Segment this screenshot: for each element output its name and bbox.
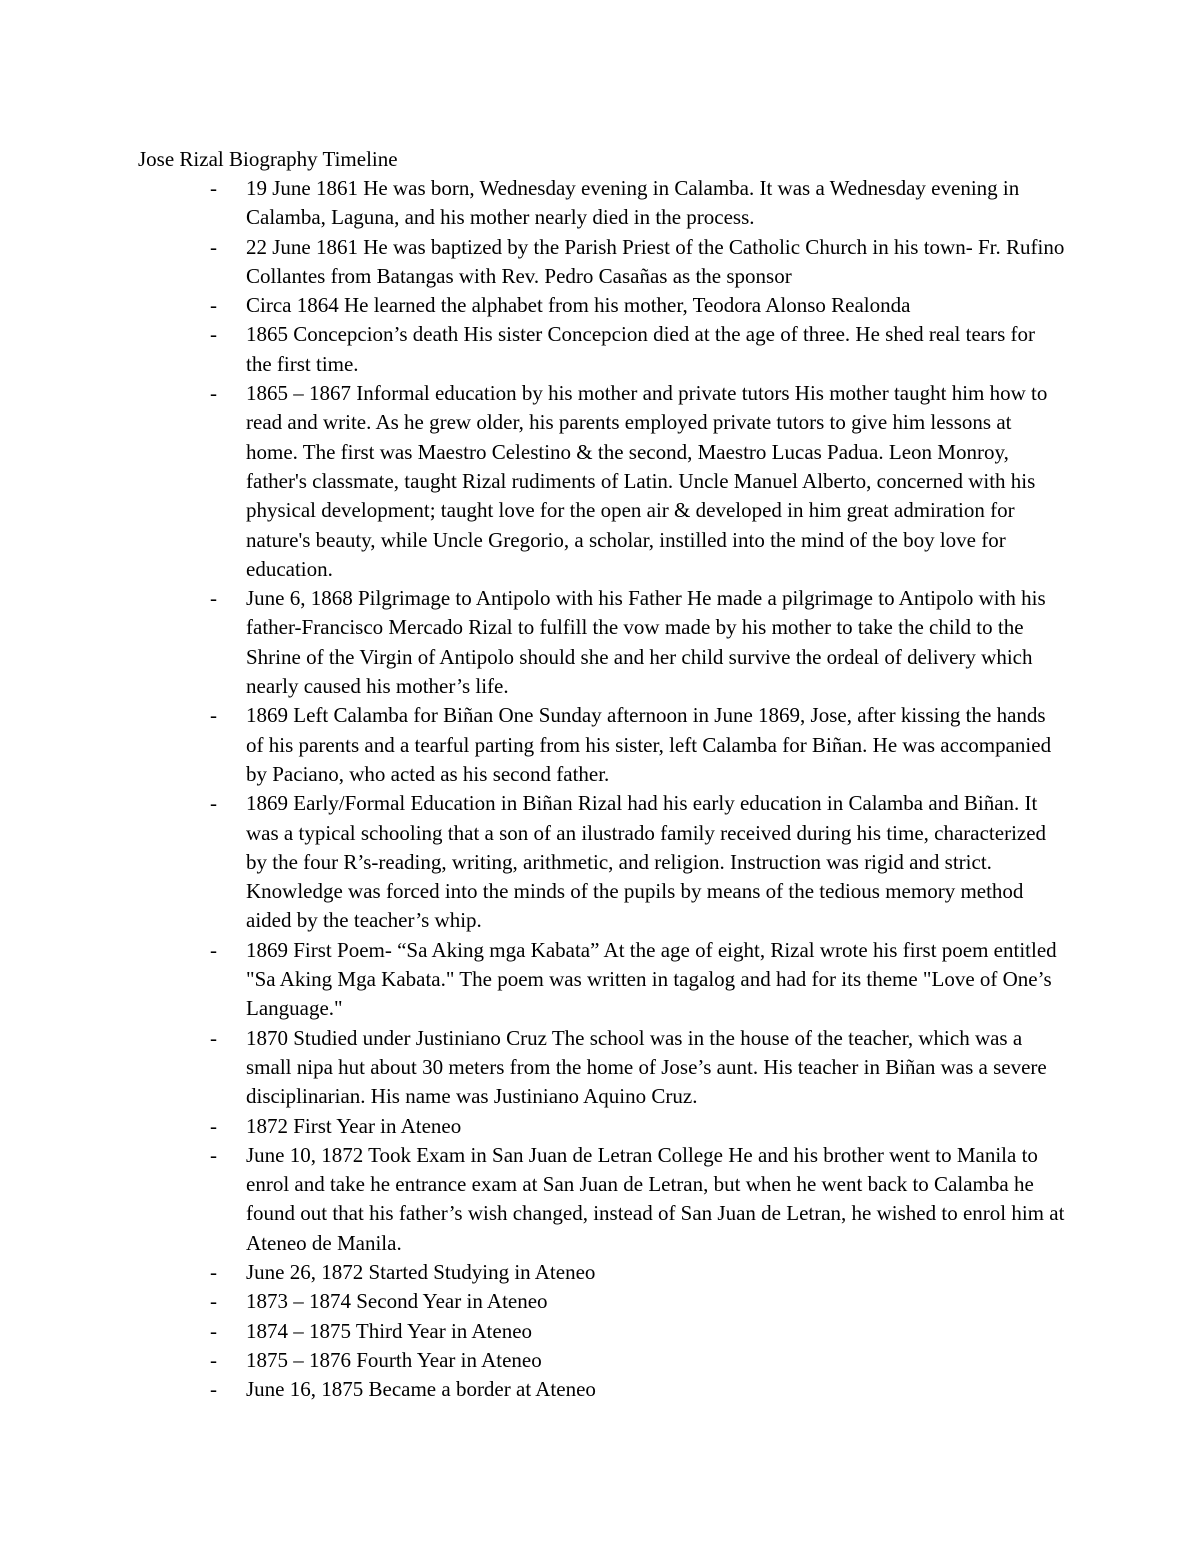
bullet-dash: - — [210, 791, 217, 816]
bullet-dash: - — [210, 1142, 217, 1167]
timeline-entry — [205, 174, 1065, 233]
timeline-entry-text: 22 June 1861 He was baptized by the Parish Priest of the Catholic Church in his town- Fr. Rufino Collantes from Batangas with Rev. Pedro Casañas as the sponsor — [246, 234, 1065, 288]
timeline-entry — [205, 379, 1065, 584]
bullet-dash: - — [210, 586, 217, 611]
timeline-entry-text: 1865 Concepcion’s death His sister Concepcion died at the age of three. He shed real tears for the first time. — [246, 322, 1035, 376]
bullet-dash: - — [210, 937, 217, 962]
timeline-entry-text: 1869 Early/Formal Education in Biñan Rizal had his early education in Calamba and Biñan. It was a typical schooling that a son of an ilustrado family received during his time, characterized by the four R’s-reading, writing, arithmetic, and religion. Instruction was rigid and strict. Knowledge was forced into the minds of the pupils by means of the tedious memory method aided by the teacher’s whip. — [246, 791, 1047, 933]
timeline-entry-text: 1869 First Poem- “Sa Aking mga Kabata” At the age of eight, Rizal wrote his first poem entitled "Sa Aking Mga Kabata." The poem was written in tagalog and had for its theme "Love of One’s Language." — [246, 937, 1057, 1021]
timeline-entry — [205, 584, 1065, 701]
timeline-entry — [205, 789, 1065, 935]
bullet-dash: - — [210, 1377, 217, 1402]
bullet-dash: - — [210, 176, 217, 200]
timeline-list — [205, 174, 1065, 1404]
timeline-entry-text: 1869 Left Calamba for Biñan One Sunday afternoon in June 1869, Jose, after kissing the hands of his parents and a tearful parting from his sister, left Calamba for Biñan. He was accompanied by Paciano, who acted as his second father. — [246, 703, 1052, 786]
timeline-entry-text: June 16, 1875 Became a border at Ateneo — [246, 1377, 596, 1402]
timeline-entry-text: 1875 – 1876 Fourth Year in Ateneo — [246, 1347, 542, 1372]
bullet-dash: - — [210, 1347, 217, 1372]
timeline-entry-text: June 26, 1872 Started Studying in Ateneo — [246, 1259, 596, 1284]
timeline-entry-text: 1870 Studied under Justiniano Cruz The school was in the house of the teacher, which was a small nipa hut about 30 meters from the home of Jose’s aunt. His teacher in Biñan was a severe disciplinarian. His name was Justiniano Aquino Cruz. — [246, 1025, 1047, 1109]
bullet-dash: - — [210, 1025, 217, 1050]
timeline-entry — [205, 1346, 1065, 1375]
timeline-entry-text: June 10, 1872 Took Exam in San Juan de Letran College He and his brother went to Manila to enrol and take he entrance exam at San Juan de Letran, but when he went back to Calamba he found out that his father’s wish changed, instead of San Juan de Letran, he wished to enrol him at Ateneo de Manila. — [246, 1142, 1065, 1255]
timeline-entry — [205, 320, 1065, 379]
bullet-dash: - — [210, 293, 217, 318]
timeline-entry-text: 1874 – 1875 Third Year in Ateneo — [246, 1318, 533, 1343]
timeline-entry — [205, 1141, 1065, 1258]
bullet-dash: - — [210, 1318, 217, 1343]
timeline-entry-text: 19 June 1861 He was born, Wednesday evening in Calamba. It was a Wednesday evening in Calamba, Laguna, and his mother nearly died in the process. — [246, 176, 1020, 230]
timeline-entry-text: Circa 1864 He learned the alphabet from his mother, Teodora Alonso Realonda — [246, 293, 911, 318]
timeline-entry — [205, 1317, 1065, 1346]
timeline-entry-text: 1872 First Year in Ateneo — [246, 1113, 462, 1138]
timeline-entry — [205, 1258, 1065, 1287]
document-title: Jose Rizal Biography Timeline — [138, 147, 398, 171]
bullet-dash: - — [210, 322, 217, 347]
timeline-entry-text: June 6, 1868 Pilgrimage to Antipolo with his Father He made a pilgrimage to Antipolo with his father-Francisco Mercado Rizal to fulfill the vow made by his mother to take the child to the Shrine of the Virgin of Antipolo should she and her child survive the ordeal of delivery which nearly caused his mother’s life. — [246, 586, 1046, 699]
timeline-entry — [205, 1112, 1065, 1141]
bullet-dash: - — [210, 1113, 217, 1138]
timeline-entry — [205, 701, 1065, 789]
bullet-dash: - — [210, 1259, 217, 1284]
timeline-entry — [205, 233, 1065, 292]
timeline-entry — [205, 1024, 1065, 1112]
bullet-dash: - — [210, 381, 217, 406]
bullet-dash: - — [210, 1289, 217, 1314]
timeline-entry — [205, 291, 1065, 320]
timeline-entry — [205, 1375, 1065, 1404]
bullet-dash: - — [210, 234, 217, 259]
timeline-entry — [205, 1287, 1065, 1316]
timeline-entry-text: 1865 – 1867 Informal education by his mother and private tutors His mother taught him how to read and write. As he grew older, his parents employed private tutors to give him lessons at home. The first was Maestro Celestino & the second, Maestro Lucas Padua. Leon Monroy, father's classmate, taught Rizal rudiments of Latin. Uncle Manuel Alberto, concerned with his physical development; taught love for the open air & developed in him great admiration for nature's beauty, while Uncle Gregorio, a scholar, instilled into the mind of the boy love for education. — [246, 381, 1048, 581]
bullet-dash: - — [210, 703, 217, 728]
timeline-entry — [205, 936, 1065, 1024]
timeline-entry-text: 1873 – 1874 Second Year in Ateneo — [246, 1289, 548, 1314]
